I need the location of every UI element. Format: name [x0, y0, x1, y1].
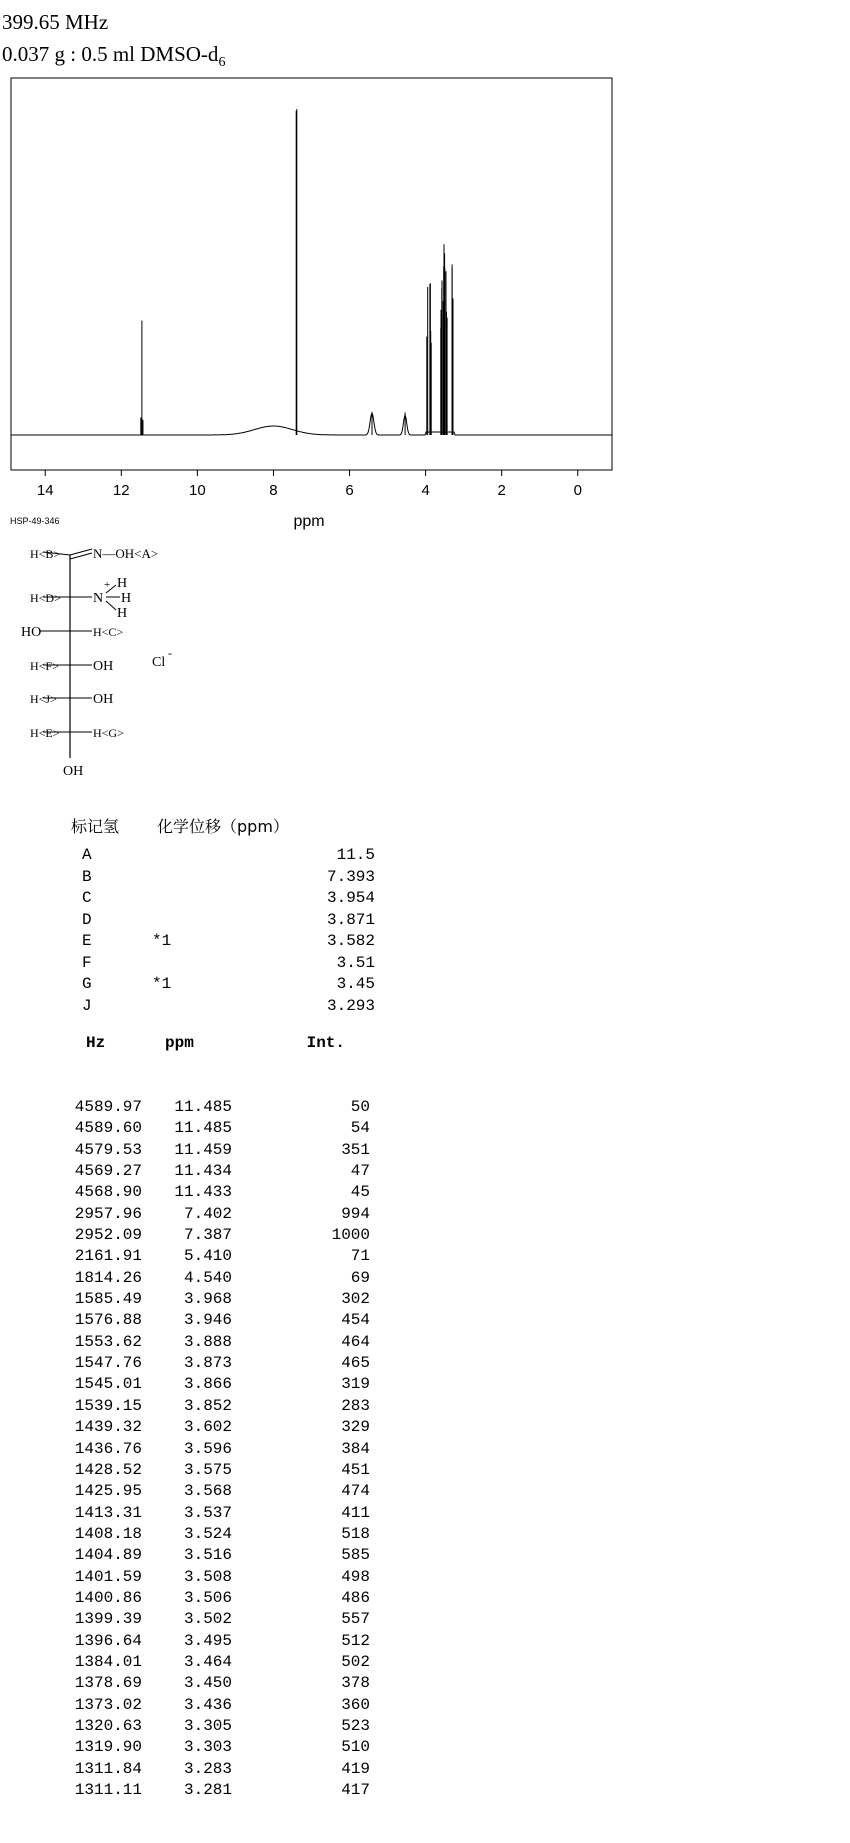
col-int-header: Int.: [306, 1034, 345, 1052]
label-minus: -: [168, 646, 172, 660]
cell-ppm: 3.888: [183, 1332, 232, 1351]
cell-hz: 1396.64: [74, 1631, 142, 1650]
cell-hz: 2952.09: [74, 1226, 142, 1245]
label-hb: H<B>: [30, 547, 61, 561]
cell-hz: 1319.90: [74, 1738, 142, 1757]
molecular-structure: [0, 528, 260, 788]
cell-int: 384: [341, 1439, 370, 1458]
cell-hz: 4568.90: [74, 1183, 142, 1202]
assignment-label: D: [82, 910, 92, 929]
cell-int: 417: [341, 1781, 370, 1799]
label-hc: H<C>: [93, 625, 124, 639]
cell-ppm: 11.434: [174, 1162, 232, 1181]
label-he: H<E>: [30, 726, 60, 740]
cell-hz: 1373.02: [74, 1695, 142, 1714]
cell-int: 360: [341, 1695, 370, 1714]
spectrum-peaks: [141, 109, 453, 435]
cell-int: 486: [341, 1588, 370, 1607]
cell-hz: 1539.15: [74, 1396, 142, 1415]
cell-hz: 1401.59: [74, 1567, 142, 1586]
x-tick-label: 2: [497, 482, 506, 499]
cell-int: 474: [341, 1482, 370, 1501]
label-ho: HO: [21, 625, 42, 640]
x-tick-label: 12: [112, 482, 130, 499]
cell-ppm: 3.852: [183, 1396, 232, 1415]
cell-int: 47: [350, 1162, 370, 1181]
cell-int: 454: [341, 1311, 370, 1330]
x-tick-label: 10: [189, 482, 206, 499]
assignment-label: A: [82, 846, 92, 864]
solvent-subscript: 6: [218, 55, 226, 71]
cell-ppm: 7.387: [183, 1226, 232, 1245]
sample-text: 0.037 g : 0.5 ml DMSO-d: [2, 42, 219, 66]
col-ppm-header: ppm: [165, 1034, 194, 1052]
cell-hz: 1576.88: [74, 1311, 142, 1330]
cell-int: 994: [341, 1204, 370, 1223]
label-plus: +: [104, 579, 111, 591]
cell-int: 54: [350, 1119, 370, 1138]
label-h3: H: [117, 606, 128, 621]
assignment-label: G: [82, 975, 92, 993]
cell-int: 411: [341, 1503, 370, 1522]
label-oh-bottom: OH: [63, 764, 84, 779]
sample-code: HSP-49-346: [10, 516, 60, 526]
x-axis-ticks: [37, 470, 582, 499]
plot-frame: [11, 78, 612, 470]
x-tick-label: 14: [36, 482, 54, 499]
cell-ppm: 3.506: [183, 1588, 232, 1607]
label-n-oh: N—OH<A>: [93, 546, 159, 561]
cell-hz: 1399.39: [74, 1610, 142, 1629]
x-axis-label: ppm: [293, 513, 325, 530]
col-hz-header: Hz: [86, 1034, 106, 1052]
cell-ppm: 3.283: [183, 1759, 232, 1778]
cell-ppm: 3.873: [183, 1354, 232, 1373]
cell-int: 502: [341, 1652, 370, 1671]
label-hf: H<F>: [30, 659, 59, 673]
assignment-value: 7.393: [326, 867, 375, 886]
cell-int: 464: [341, 1332, 370, 1351]
label-hd: H<D>: [30, 591, 61, 605]
label-hj: H<J>: [30, 692, 57, 706]
cell-ppm: 3.450: [183, 1674, 232, 1693]
x-tick-label: 0: [573, 482, 582, 499]
cell-int: 465: [341, 1354, 370, 1373]
cell-ppm: 11.485: [174, 1119, 232, 1138]
assignment-value: 3.293: [326, 996, 375, 1015]
cell-ppm: 3.495: [183, 1631, 232, 1650]
cell-hz: 1311.11: [74, 1781, 142, 1799]
assignment-value: 3.51: [336, 953, 375, 972]
cell-int: 45: [350, 1183, 370, 1202]
cell-hz: 1814.26: [74, 1268, 142, 1287]
cell-ppm: 3.537: [183, 1503, 232, 1522]
cell-int: 329: [341, 1418, 370, 1437]
cell-ppm: 11.459: [174, 1140, 232, 1159]
assignment-label: B: [82, 867, 92, 886]
assignment-value: 3.582: [326, 932, 375, 950]
cell-ppm: 3.968: [183, 1290, 232, 1309]
cell-hz: 1545.01: [74, 1375, 142, 1394]
cell-ppm: 3.464: [183, 1652, 232, 1671]
assignment-value: 3.871: [326, 910, 375, 929]
label-oh1: OH: [93, 659, 114, 674]
cell-ppm: 3.602: [183, 1418, 232, 1437]
cell-hz: 2957.96: [74, 1204, 142, 1223]
label-cl: Cl: [152, 655, 166, 670]
bond-nh-3: [106, 601, 116, 610]
cell-ppm: 3.516: [183, 1546, 232, 1565]
cell-int: 518: [341, 1524, 370, 1543]
cell-ppm: 3.575: [183, 1460, 232, 1479]
cell-hz: 4569.27: [74, 1162, 142, 1181]
cell-hz: 4589.97: [74, 1098, 142, 1116]
cell-int: 283: [341, 1396, 370, 1415]
cell-ppm: 3.502: [183, 1610, 232, 1629]
label-h2: H: [121, 591, 132, 606]
cell-ppm: 3.303: [183, 1738, 232, 1757]
cell-int: 319: [341, 1375, 370, 1394]
label-oh2: OH: [93, 692, 114, 707]
cell-hz: 1384.01: [74, 1652, 142, 1671]
cell-ppm: 11.433: [174, 1183, 232, 1202]
cell-hz: 1585.49: [74, 1290, 142, 1309]
assignment-label: C: [82, 889, 92, 907]
cell-ppm: 3.866: [183, 1375, 232, 1394]
cell-ppm: 3.596: [183, 1439, 232, 1458]
cell-int: 50: [350, 1098, 370, 1116]
cell-int: 585: [341, 1546, 370, 1565]
cell-hz: 1425.95: [74, 1482, 142, 1501]
assignment-note: *1: [152, 932, 172, 950]
x-tick-label: 6: [345, 482, 354, 499]
cell-hz: 1428.52: [74, 1460, 142, 1479]
x-tick-label: 8: [269, 482, 278, 499]
label-h1: H: [117, 576, 128, 591]
cell-ppm: 3.436: [183, 1695, 232, 1714]
cell-int: 419: [341, 1759, 370, 1778]
cell-hz: 1400.86: [74, 1588, 142, 1607]
cell-int: 71: [350, 1247, 370, 1266]
cell-ppm: 3.568: [183, 1482, 232, 1501]
label-n: N: [93, 591, 104, 606]
cell-ppm: 11.485: [174, 1098, 232, 1116]
assignment-value: 3.45: [336, 975, 375, 993]
cell-int: 510: [341, 1738, 370, 1757]
assignment-note: *1: [152, 975, 172, 993]
cell-int: 1000: [331, 1226, 370, 1245]
cell-int: 351: [341, 1140, 370, 1159]
cell-int: 498: [341, 1567, 370, 1586]
cell-int: 512: [341, 1631, 370, 1650]
cell-hz: 1408.18: [74, 1524, 142, 1543]
assignment-header: [71, 814, 289, 837]
cell-ppm: 4.540: [183, 1268, 232, 1287]
cell-hz: 1547.76: [74, 1354, 142, 1373]
cell-int: 557: [341, 1610, 370, 1629]
cell-ppm: 3.508: [183, 1567, 232, 1586]
cell-ppm: 3.946: [183, 1311, 232, 1330]
nmr-spectrum-chart: [0, 0, 850, 540]
cell-hz: 1378.69: [74, 1674, 142, 1693]
cell-hz: 4579.53: [74, 1140, 142, 1159]
assignment-value: 11.5: [336, 846, 375, 864]
assignment-label: E: [82, 932, 92, 950]
cell-hz: 1404.89: [74, 1546, 142, 1565]
assignment-label: J: [82, 996, 92, 1015]
cell-hz: 1311.84: [74, 1759, 142, 1778]
cell-hz: 4589.60: [74, 1119, 142, 1138]
spectrum-trace: [11, 413, 612, 435]
cell-ppm: 3.281: [183, 1781, 232, 1799]
cell-int: 523: [341, 1716, 370, 1735]
assignment-header-label: 标记氢: [71, 817, 120, 836]
cell-hz: 1436.76: [74, 1439, 142, 1458]
cell-ppm: 5.410: [183, 1247, 232, 1266]
assignment-header-shift: 化学位移（ppm）: [157, 817, 289, 836]
cell-hz: 1553.62: [74, 1332, 142, 1351]
cell-ppm: 7.402: [183, 1204, 232, 1223]
assignment-value: 3.954: [326, 889, 375, 907]
x-tick-label: 4: [421, 482, 430, 499]
cell-int: 378: [341, 1674, 370, 1693]
assignment-label: F: [82, 953, 92, 972]
cell-hz: 1320.63: [74, 1716, 142, 1735]
spectrometer-frequency: 399.65 MHz: [2, 10, 109, 34]
cell-ppm: 3.305: [183, 1716, 232, 1735]
cell-int: 69: [350, 1268, 370, 1287]
cell-int: 451: [341, 1460, 370, 1479]
cell-ppm: 3.524: [183, 1524, 232, 1543]
cell-hz: 1413.31: [74, 1503, 142, 1522]
label-hg: H<G>: [93, 726, 124, 740]
cell-hz: 2161.91: [74, 1247, 142, 1266]
cell-hz: 1439.32: [74, 1418, 142, 1437]
cell-int: 302: [341, 1290, 370, 1309]
